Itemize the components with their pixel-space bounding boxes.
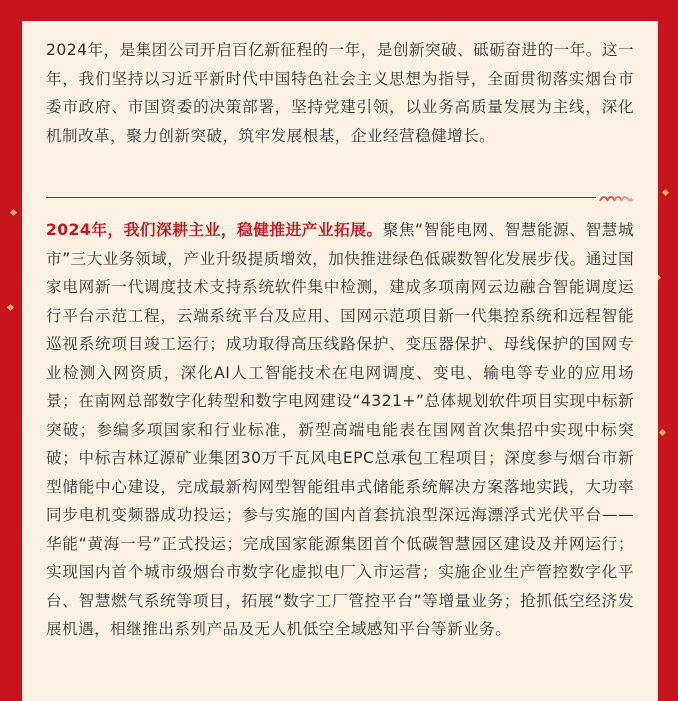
sparkle-icon: [7, 304, 14, 311]
content-panel: [22, 21, 658, 701]
sparkle-icon: [662, 189, 669, 196]
intro-paragraph: 2024年，是集团公司开启百亿新征程的一年，是创新突破、砥砺奋进的一年。这一年，我们坚持以习近平新时代中国特色社会主义思想为指导，全面贯彻落实烟台市委市政府、市国资委的决策部署，坚持党建引领，以业务高质量发展为主线，深化机制改革，聚力创新突破，筑牢发展根基，企业经营稳健增长。: [46, 41, 634, 145]
section-heading: 2024年，我们深耕主业，稳健推进产业拓展。: [46, 221, 383, 239]
section-divider: [46, 197, 596, 198]
section-paragraph: [46, 216, 634, 644]
sparkle-icon: [10, 209, 17, 216]
section-body: 聚焦“智能电网、智慧能源、智慧城市”三大业务领域，产业升级提质增效，加快推进绿色低碳数智化发展步伐。通过国家电网新一代调度技术支持系统软件集中检测，建成多项南网云边融合智能调度运行平台示范工程，云端系统平台及应用、国网示范项目新一代集控系统和远程智能巡视系统项目竣工运行；成功取得高压线路保护、变压器保护、母线保护的国网专业检测入网资质，深化AI人工智能技术在电网调度、变电、输电等专业的应用场景；在南网总部数字化转型和数字电网建设“4321+”总体规划软件项目实现中标新突破；参编多项国家和行业标准，新型高端电能表在国网首次集招中实现中标突破；中标吉林辽源矿业集团30万千瓦风电EPC总承包工程项目；深度参与烟台市新型储能中心建设，完成最新构网型智能组串式储能系统解决方案落地实践，大功率同步电机变频器成功投运；参与实施的国内首套抗浪型深远海漂浮式光伏平台——华能“黄海一号”正式投运；完成国家能源集团首个低碳智慧园区建设及并网运行；实现国内首个城市级烟台市数字化虚拟电厂入市运营；实施企业生产管控数字化平台、智慧燃气系统等项目，拓展“数字工厂管控平台”等增量业务；抢抓低空经济发展机遇，相继推出系列产品及无人机低空全域感知平台等新业务。: [46, 221, 634, 638]
sparkle-icon: [659, 429, 666, 436]
ribbon-ornament-icon: [598, 191, 634, 203]
